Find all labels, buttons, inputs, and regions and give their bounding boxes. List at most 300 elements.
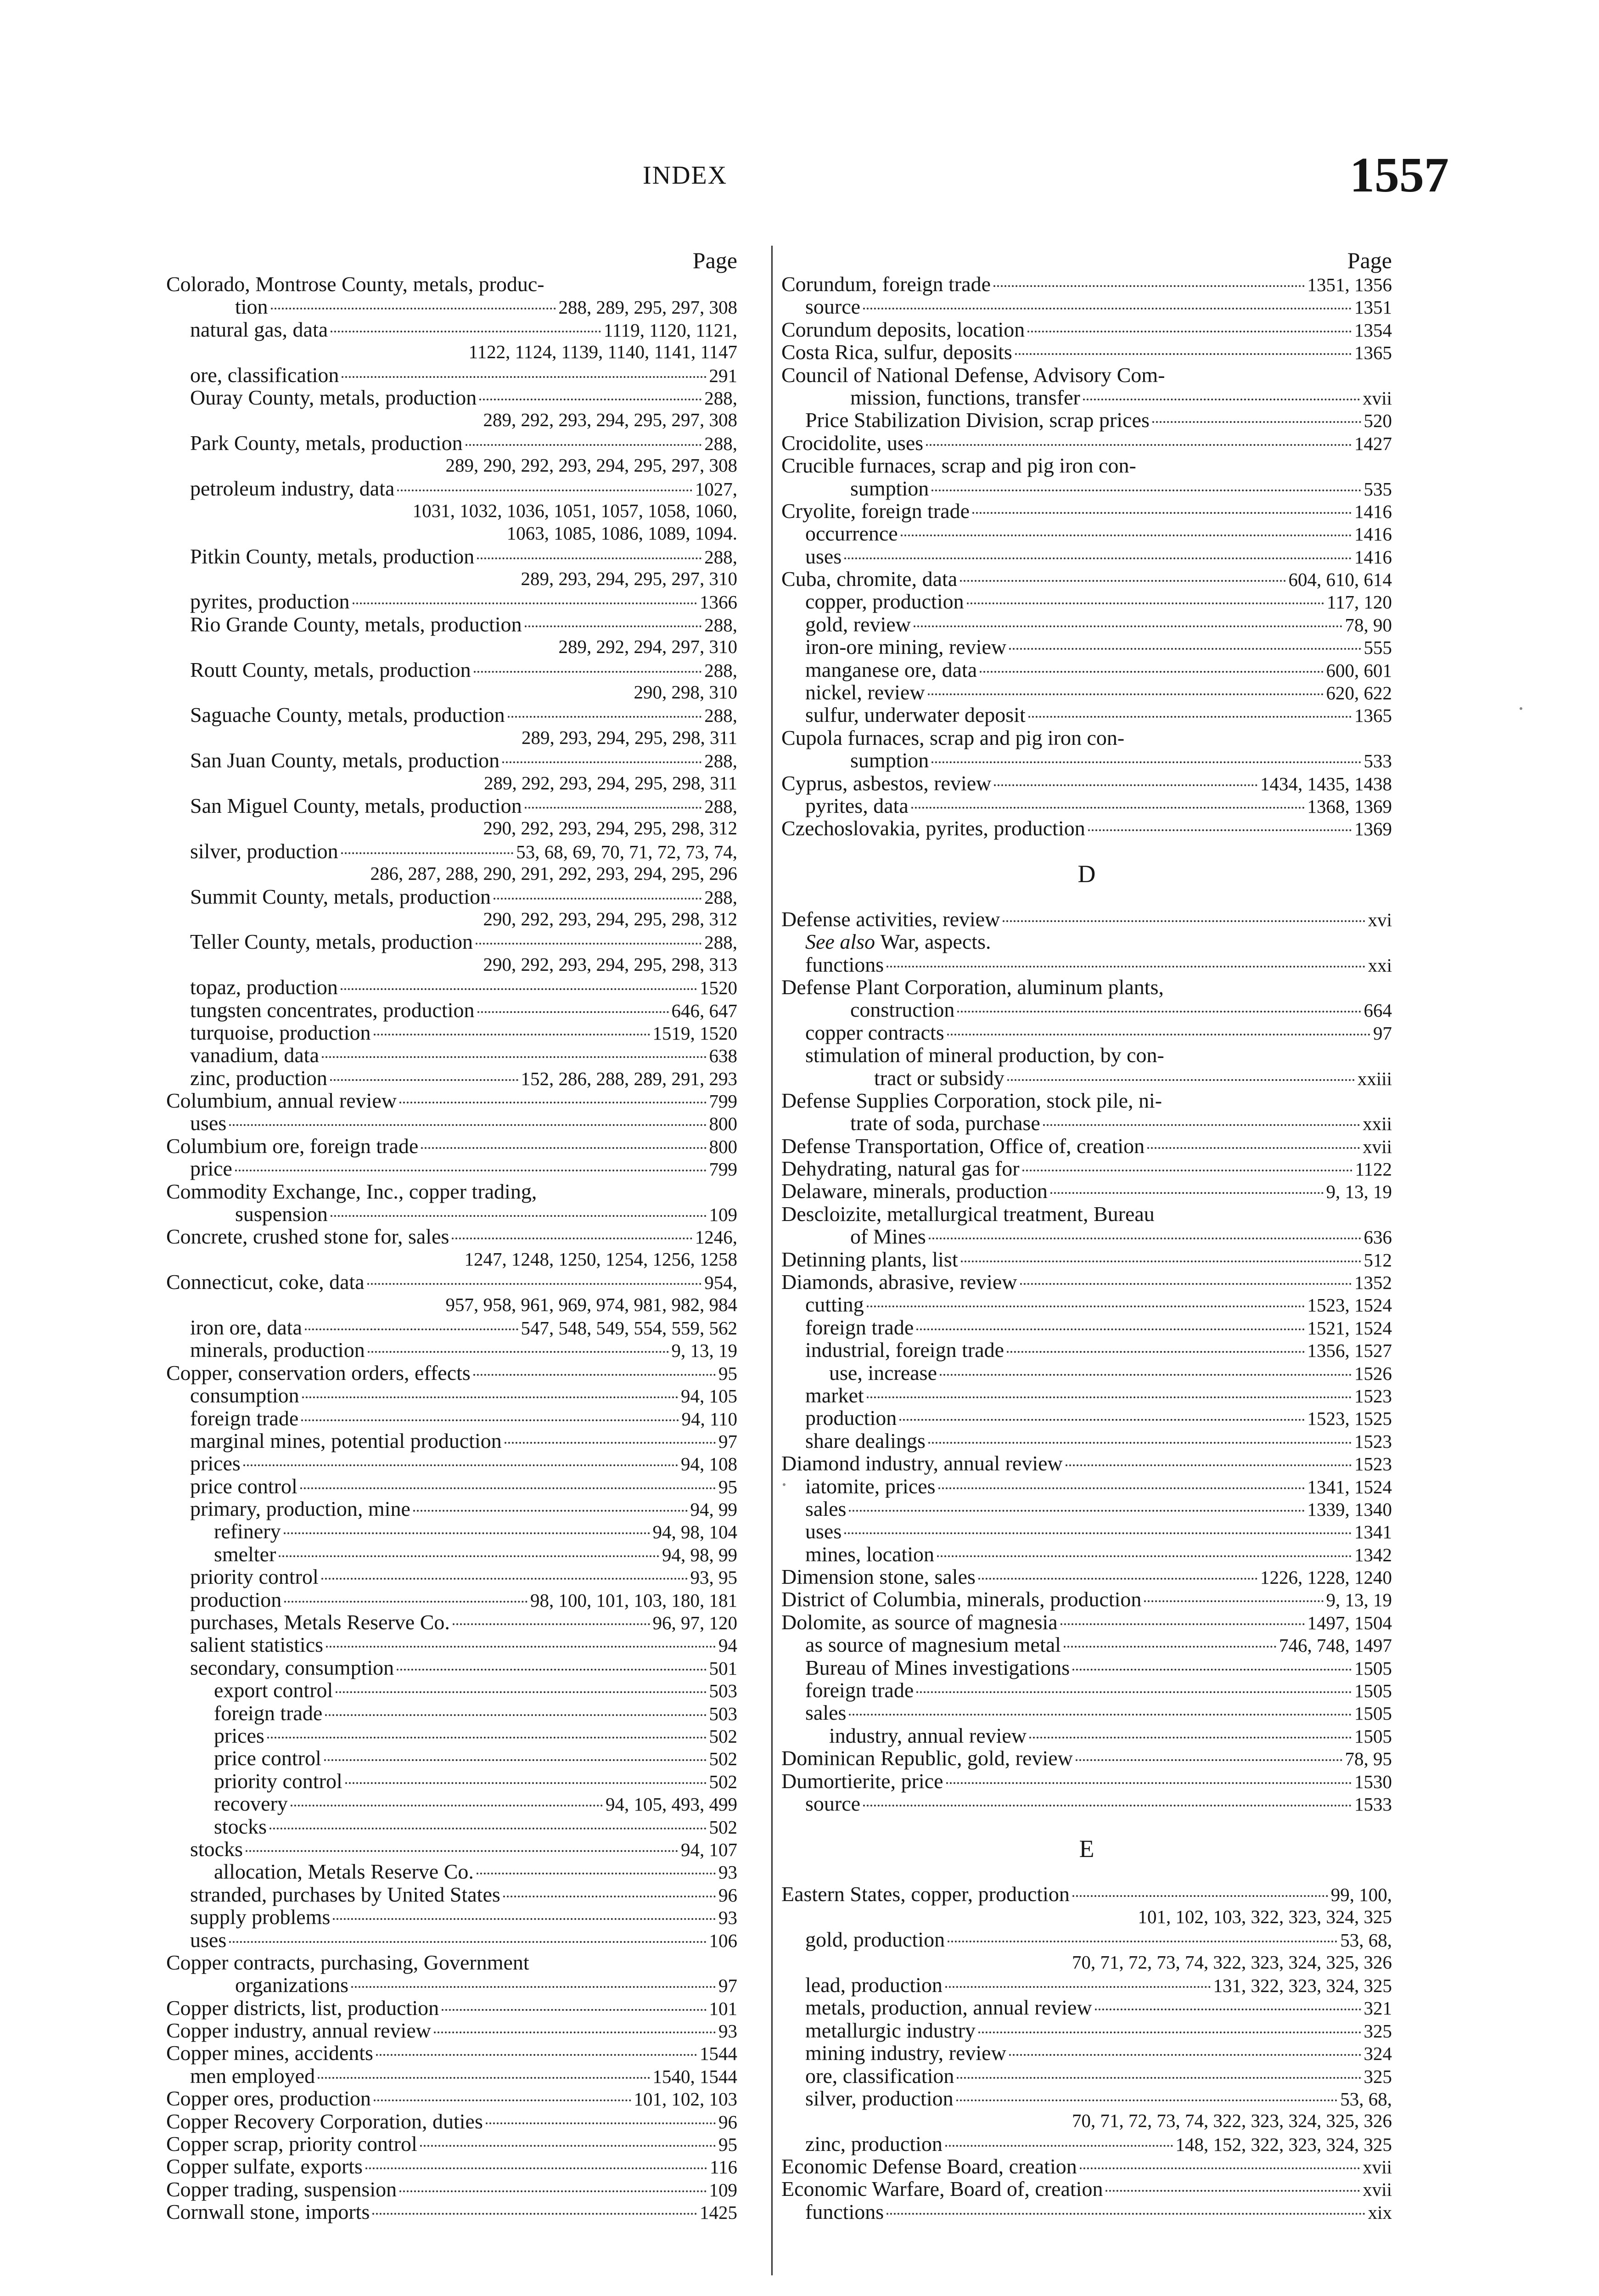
entry-pages-continued [190, 636, 737, 658]
entry-pages: 288, 289, 295, 297, 308 [558, 297, 737, 318]
entry-pages-continued [190, 953, 737, 976]
entry-pages: 954, [704, 1272, 737, 1294]
entry-line [781, 1611, 1392, 1633]
entry-term: pyrites, production [190, 590, 350, 613]
entry-line [781, 364, 1392, 386]
dot-leader [420, 2145, 716, 2147]
dot-leader [1043, 1124, 1360, 1126]
entry-line [781, 726, 1392, 749]
entry-term: gold, production [805, 1928, 945, 1952]
index-entry [166, 1997, 737, 2019]
entry-term: stocks [190, 1837, 243, 1861]
dot-leader [397, 490, 692, 491]
entry-pages: 324 [1363, 2043, 1392, 2065]
dot-leader [1064, 1646, 1276, 1648]
index-entry [166, 2133, 737, 2155]
entry-term: sales [805, 1701, 847, 1725]
dot-leader [1076, 1759, 1342, 1761]
entry-term: Routt County, metals, production [190, 658, 471, 681]
index-entry [781, 1203, 1392, 1248]
entry-pages: 1427 [1354, 433, 1392, 454]
entry-pages: 9, 13, 19 [1326, 1181, 1392, 1203]
dot-leader [961, 1261, 1361, 1262]
entry-pages: 288, [704, 932, 737, 953]
entry-line [190, 930, 737, 953]
dot-leader [1080, 2167, 1360, 2169]
dot-leader [330, 1079, 518, 1081]
dot-leader [372, 2213, 697, 2215]
entry-line [805, 1996, 1392, 2019]
entry-term: Copper, conservation orders, effects [166, 1361, 471, 1384]
dot-leader [1105, 2190, 1360, 2192]
dot-leader [937, 1555, 1352, 1557]
dot-leader [1066, 1464, 1352, 1466]
entry-pages: xxi [1368, 954, 1392, 976]
index-entry [781, 295, 1392, 318]
entry-line [190, 1407, 737, 1429]
entry-line [190, 749, 737, 771]
entry-term: men employed [190, 2064, 315, 2088]
entry-pages: 109 [709, 1204, 737, 1226]
entry-line [805, 1021, 1392, 1044]
entry-line [190, 432, 737, 454]
entry-pages: 1523, 1525 [1307, 1408, 1392, 1429]
entry-line [166, 2087, 737, 2110]
entry-term: Cornwall stone, imports [166, 2200, 370, 2224]
dot-leader [473, 1374, 716, 1376]
dot-leader [972, 512, 1352, 514]
entry-pages: 1247, 1248, 1250, 1254, 1256, 1258 [464, 1248, 737, 1270]
index-entry [781, 817, 1392, 839]
index-entry [781, 1271, 1392, 1293]
entry-term: use, increase [829, 1361, 937, 1384]
index-entry [166, 1021, 737, 1044]
entry-pages: 94, 107 [681, 1839, 737, 1860]
dot-leader [229, 1941, 706, 1943]
index-entry [781, 1429, 1392, 1452]
entry-line [781, 1747, 1392, 1769]
entry-pages: 800 [709, 1136, 737, 1157]
entry-pages: 289, 292, 293, 294, 295, 297, 308 [483, 409, 737, 431]
entry-pages-continued [190, 908, 737, 930]
index-entry [781, 2042, 1392, 2064]
entry-pages: 502 [709, 1771, 737, 1792]
entry-term: foreign trade [190, 1406, 299, 1430]
dot-leader [477, 557, 701, 559]
entry-pages: 95 [718, 2134, 737, 2155]
entry-term: price [190, 1157, 232, 1181]
dot-leader [940, 1374, 1352, 1376]
entry-line [166, 2042, 737, 2064]
entry-pages: 9, 13, 19 [1326, 1589, 1392, 1611]
entry-line [781, 432, 1392, 454]
entry-line [805, 1429, 1392, 1452]
index-entry [166, 545, 737, 591]
entry-line [190, 999, 737, 1021]
dot-leader [929, 1238, 1361, 1239]
index-entry [781, 1339, 1392, 1361]
entry-line [190, 1157, 737, 1180]
entry-term: Dimension stone, sales [781, 1565, 976, 1589]
entry-pages: 78, 90 [1345, 614, 1392, 636]
entry-term: Columbium, annual review [166, 1089, 397, 1113]
entry-pages: 1523, 1524 [1307, 1294, 1392, 1316]
entry-term: marginal mines, potential production [190, 1429, 502, 1452]
entry-pages: 70, 71, 72, 73, 74, 322, 323, 324, 325, 326 [1072, 2110, 1392, 2132]
index-entry [781, 2200, 1392, 2223]
entry-term: topaz, production [190, 975, 338, 999]
entry-term: ore, classification [805, 2064, 954, 2088]
entry-line [829, 1362, 1392, 1384]
entry-term: Dehydrating, natural gas for [781, 1157, 1020, 1181]
entry-pages: 289, 292, 294, 297, 310 [558, 636, 737, 658]
index-entry [166, 930, 737, 976]
entry-pages: 1351 [1354, 297, 1392, 318]
entry-pages: 288, [704, 795, 737, 817]
entry-term: pyrites, data [805, 793, 909, 817]
entry-term: purchases, Metals Reserve Co. [190, 1610, 450, 1634]
entry-line [781, 817, 1392, 839]
index-entry [166, 749, 737, 794]
entry-term: Council of National Defense, Advisory Com- [781, 363, 1165, 387]
dot-leader [867, 1306, 1305, 1307]
entry-line [166, 273, 737, 295]
entry-term: Copper mines, accidents [166, 2041, 373, 2065]
entry-pages: 289, 290, 292, 293, 294, 295, 297, 308 [445, 455, 737, 476]
entry-line [214, 1520, 737, 1542]
index-entry [781, 2019, 1392, 2042]
running-head: INDEX [643, 161, 728, 190]
entry-term: mission, functions, transfer [850, 385, 1080, 409]
dot-leader [399, 2190, 706, 2192]
index-entry [166, 1747, 737, 1769]
entry-pages: 97 [1373, 1022, 1392, 1044]
dot-leader [284, 1601, 527, 1603]
index-entry [781, 1021, 1392, 1044]
entry-line [781, 1883, 1392, 1905]
dot-leader [351, 1986, 716, 1988]
dot-leader [1088, 829, 1352, 831]
dot-leader [229, 1124, 706, 1126]
index-entry [781, 454, 1392, 500]
index-entry [781, 1497, 1392, 1520]
entry-pages: 1354 [1354, 319, 1392, 341]
entry-term: industry, annual review [829, 1723, 1027, 1747]
entry-line [805, 2042, 1392, 2064]
entry-pages: xvii [1363, 387, 1392, 409]
dot-leader [374, 2099, 631, 2101]
entry-pages: 502 [709, 1748, 737, 1770]
entry-term: Teller County, metals, production [190, 930, 473, 954]
entry-term: Saguache County, metals, production [190, 703, 505, 727]
entry-pages: 1533 [1354, 1794, 1392, 1815]
entry-term: Costa Rica, sulfur, deposits [781, 340, 1012, 364]
entry-pages: 53, 68, [1340, 1930, 1392, 1951]
entry-pages: 1342 [1354, 1544, 1392, 1565]
dot-leader [931, 761, 1361, 763]
index-entry [166, 1679, 737, 1701]
entry-pages-continued [190, 726, 737, 749]
dot-leader [302, 1396, 678, 1398]
entry-term: share dealings [805, 1429, 926, 1452]
entry-line [805, 1407, 1392, 1429]
dot-leader [376, 2054, 697, 2056]
entry-term: Commodity Exchange, Inc., copper trading, [166, 1179, 537, 1203]
index-entry [781, 930, 1392, 953]
entry-line [805, 590, 1392, 613]
entry-pages: 93, 95 [690, 1567, 737, 1588]
dot-leader [1083, 399, 1360, 400]
index-entry [166, 1135, 737, 1157]
dot-leader [1007, 1351, 1304, 1353]
dot-leader [267, 1737, 707, 1739]
index-entry [781, 976, 1392, 1021]
entry-term: Defense activities, review [781, 907, 1000, 931]
entry-line [166, 2133, 737, 2155]
entry-line [805, 1339, 1392, 1361]
index-entry [166, 1792, 737, 1815]
entry-line [805, 681, 1392, 703]
entry-line [805, 930, 1392, 953]
dot-leader [967, 602, 1324, 604]
entry-pages: 555 [1363, 637, 1392, 658]
entry-line [805, 1792, 1392, 1815]
index-entry [166, 2200, 737, 2223]
entry-line [166, 295, 737, 318]
dot-leader [945, 1986, 1211, 1988]
dot-leader [474, 671, 702, 673]
entry-term: market [805, 1383, 864, 1407]
entry-term: Detinning plants, list [781, 1247, 958, 1271]
index-entry [781, 568, 1392, 590]
entry-term: stranded, purchases by United States [190, 1882, 500, 1906]
entry-line [190, 1339, 737, 1361]
entry-term: Crucible furnaces, scrap and pig iron con- [781, 454, 1136, 478]
entry-term: foreign trade [214, 1701, 323, 1725]
entry-line [805, 2065, 1392, 2087]
index-entry [166, 1883, 737, 1906]
entry-line [190, 1838, 737, 1860]
dot-leader [938, 1487, 1305, 1489]
dot-leader [367, 1283, 702, 1285]
entry-pages-continued [190, 772, 737, 794]
entry-pages: 288, [704, 659, 737, 681]
dot-leader [1007, 1079, 1355, 1081]
entry-term: Defense Supplies Corporation, stock pile, ni- [781, 1088, 1162, 1112]
entry-term: Copper trading, suspension [166, 2177, 397, 2201]
entry-pages: 1351, 1356 [1307, 274, 1392, 295]
entry-pages: 325 [1363, 2065, 1392, 2087]
entry-line [805, 1384, 1392, 1407]
entry-line [190, 613, 737, 636]
entry-term: War, aspects. [880, 930, 991, 954]
entry-term: natural gas, data [190, 317, 328, 341]
entry-line [190, 1883, 737, 1906]
entry-term: sulfur, underwater deposit [805, 703, 1026, 727]
dot-leader [284, 1532, 650, 1534]
entry-term: occurrence [805, 522, 898, 546]
index-entry [781, 1928, 1392, 1974]
entry-pages: 288, [704, 614, 737, 636]
entry-term: tract or subsidy [874, 1066, 1004, 1090]
dot-leader [305, 1328, 518, 1330]
dot-leader [325, 1714, 706, 1716]
entry-term: as source of magnesium metal [805, 1633, 1061, 1657]
entry-pages: 101, 102, 103, 322, 323, 324, 325 [1138, 1906, 1392, 1927]
entry-line [805, 1497, 1392, 1520]
entry-line [805, 2019, 1392, 2042]
entry-line [781, 500, 1392, 522]
dot-leader [1020, 1283, 1352, 1285]
index-entry [781, 522, 1392, 545]
entry-pages: 53, 68, 69, 70, 71, 72, 73, 74, [516, 841, 737, 862]
entry-line [166, 2155, 737, 2178]
entry-pages: 533 [1363, 750, 1392, 772]
entry-pages: 620, 622 [1326, 682, 1392, 704]
entry-pages-continued [781, 1906, 1392, 1928]
entry-term: priority control [214, 1769, 342, 1793]
index-entry [781, 681, 1392, 703]
entry-term: District of Columbia, minerals, production [781, 1587, 1142, 1611]
dot-leader [1015, 353, 1352, 355]
entry-term: Diamond industry, annual review [781, 1452, 1063, 1475]
entry-pages: xxiii [1357, 1068, 1392, 1089]
entry-pages-continued [805, 2110, 1392, 2132]
entry-line [781, 273, 1392, 295]
entry-term: Copper districts, list, production [166, 1996, 439, 2020]
entry-line [781, 341, 1392, 363]
entry-pages: 70, 71, 72, 73, 74, 322, 323, 324, 325, 326 [1072, 1951, 1392, 1973]
dot-leader [331, 1215, 707, 1217]
entry-pages: 1246, [695, 1227, 737, 1248]
entry-line [805, 295, 1392, 318]
entry-term: Pitkin County, metals, production [190, 544, 475, 568]
dot-leader [867, 1396, 1352, 1398]
entry-pages: 117, 120 [1327, 591, 1392, 613]
entry-line [190, 1429, 737, 1452]
dot-leader [1095, 2009, 1361, 2010]
entry-term: copper contracts [805, 1020, 944, 1044]
dot-leader [476, 943, 701, 945]
index-entry [166, 318, 737, 364]
index-entry [781, 2087, 1392, 2133]
index-entry [781, 2065, 1392, 2087]
entry-line [190, 477, 737, 500]
entry-line [781, 1180, 1392, 1202]
dot-leader [341, 852, 514, 854]
entry-pages: 1122 [1355, 1159, 1392, 1180]
index-entry [166, 1724, 737, 1747]
entry-line [805, 658, 1392, 681]
entry-line [190, 590, 737, 613]
entry-pages: 1369 [1354, 818, 1392, 840]
entry-line [214, 1815, 737, 1838]
entry-pages: 799 [709, 1091, 737, 1112]
entry-line [805, 1316, 1392, 1339]
index-entry [781, 772, 1392, 794]
entry-pages: 1505 [1354, 1657, 1392, 1679]
entry-pages: 9, 13, 19 [671, 1340, 737, 1362]
entry-pages: 1519, 1520 [652, 1022, 737, 1044]
entry-line [781, 2178, 1392, 2200]
entry-pages: 1226, 1228, 1240 [1260, 1567, 1392, 1588]
entry-term: iatomite, prices [805, 1474, 936, 1498]
entry-term: price control [190, 1474, 297, 1498]
entry-pages-continued [190, 568, 737, 590]
dot-leader [1050, 1192, 1324, 1194]
dot-leader [318, 2077, 650, 2079]
entry-term: smelter [214, 1542, 276, 1566]
entry-line [190, 885, 737, 908]
section-letter: E [1079, 1835, 1094, 1863]
dot-leader [978, 2032, 1361, 2033]
index-entry [166, 999, 737, 1021]
entry-pages: 290, 292, 293, 294, 295, 298, 312 [483, 817, 737, 839]
entry-pages: 95 [718, 1362, 737, 1384]
dot-leader [1003, 920, 1365, 922]
dot-leader [928, 693, 1324, 695]
entry-pages: 96 [718, 2111, 737, 2133]
entry-line [166, 1997, 737, 2019]
entry-pages: 106 [709, 1930, 737, 1951]
entry-pages: 1505 [1354, 1725, 1392, 1747]
entry-pages: 289, 293, 294, 295, 298, 311 [522, 726, 737, 748]
entry-term: allocation, Metals Reserve Co. [214, 1860, 474, 1884]
entry-pages-continued [190, 341, 737, 363]
dot-leader [331, 331, 601, 332]
entry-line [190, 1044, 737, 1066]
index-entry [781, 1792, 1392, 1815]
entry-pages: 290, 292, 293, 294, 295, 298, 312 [483, 908, 737, 929]
entry-term: Copper contracts, purchasing, Government [166, 1950, 529, 1974]
entry-line [781, 1452, 1392, 1474]
page-column-label: Page [1347, 248, 1392, 273]
entry-line [805, 1543, 1392, 1565]
entry-term: Economic Defense Board, creation [781, 2155, 1077, 2178]
entry-line [166, 1951, 737, 1974]
entry-pages: xvii [1363, 2179, 1392, 2200]
entry-line [214, 1860, 737, 1883]
dot-leader [1022, 1170, 1352, 1171]
entry-line [190, 1929, 737, 1951]
index-entry [781, 636, 1392, 658]
entry-line [214, 1770, 737, 1792]
index-entry [166, 1157, 737, 1180]
entry-pages: 638 [709, 1045, 737, 1067]
entry-term: prices [214, 1724, 264, 1747]
entry-pages: 131, 322, 323, 324, 325 [1213, 1975, 1392, 1996]
dot-leader [886, 2213, 1365, 2215]
dot-leader [243, 1464, 678, 1466]
dot-leader [442, 2009, 706, 2011]
entry-pages: 502 [709, 1726, 737, 1747]
entry-line [805, 2087, 1392, 2110]
entry-term: Columbium ore, foreign trade [166, 1134, 419, 1158]
index-entry [781, 341, 1392, 363]
dot-leader [413, 1510, 688, 1512]
entry-line [190, 1588, 737, 1611]
entry-term: construction [850, 998, 955, 1022]
entry-pages: 746, 748, 1497 [1279, 1635, 1392, 1656]
index-entry [781, 1180, 1392, 1202]
dot-leader [1027, 331, 1352, 332]
index-entry [781, 432, 1392, 454]
entry-term: suspension [235, 1202, 328, 1226]
entry-term: cutting [805, 1293, 864, 1317]
entry-pages-continued [805, 1951, 1392, 1974]
index-entry [781, 1157, 1392, 1180]
entry-line [190, 2065, 737, 2087]
